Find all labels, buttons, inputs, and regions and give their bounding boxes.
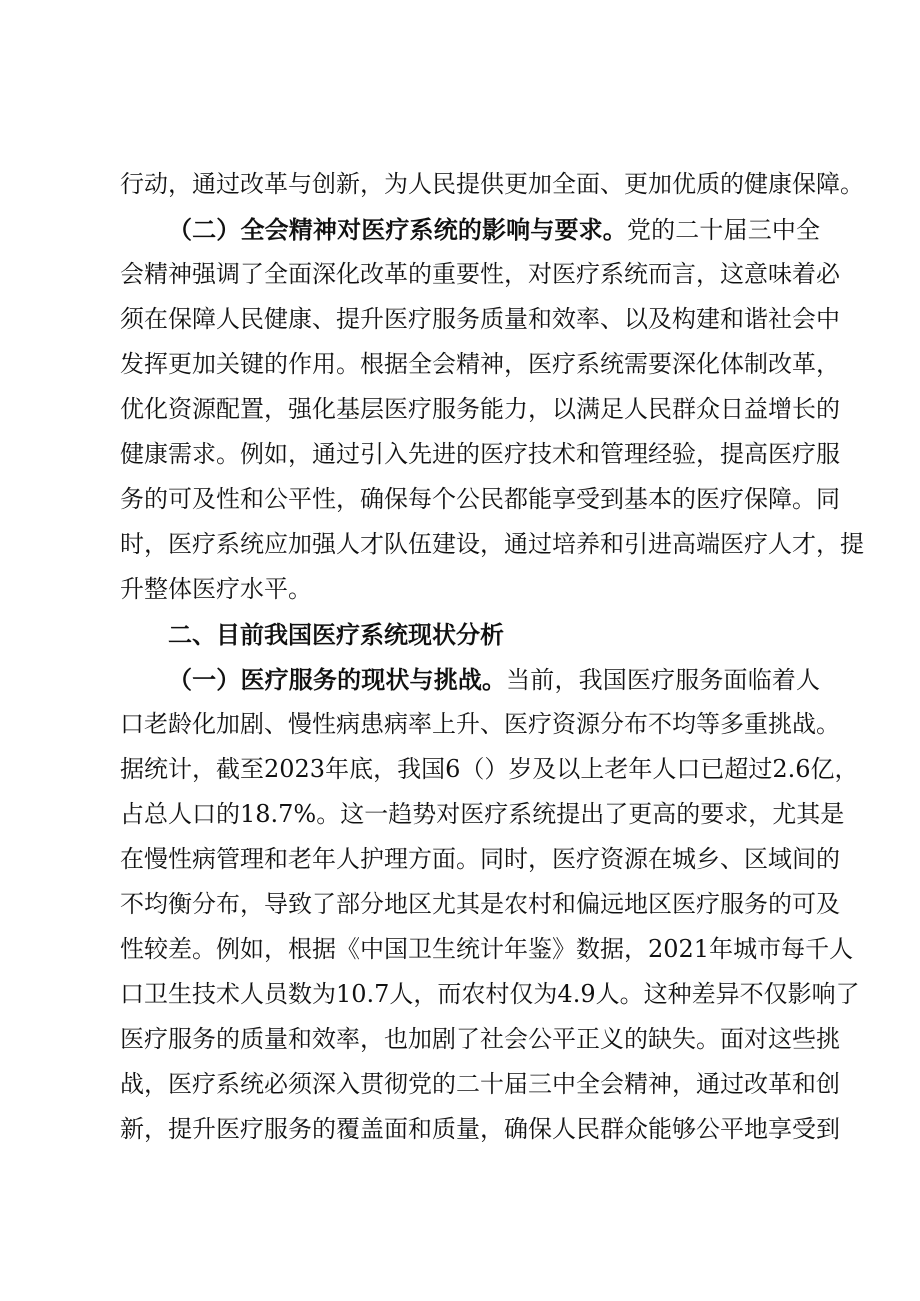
paragraph-line: 口卫生技术人员数为10.7人，而农村仅为4.9人。这种差异不仅影响了	[120, 980, 860, 1008]
section-heading: 二、目前我国医疗系统现状分析	[168, 620, 504, 649]
paragraph-line: 优化资源配置，强化基层医疗服务能力，以满足人民群众日益增长的	[120, 395, 840, 423]
paragraph-line: 务的可及性和公平性，确保每个公民都能享受到基本的医疗保障。同	[120, 485, 840, 513]
paragraph-line: 战，医疗系统必须深入贯彻党的二十届三中全会精神，通过改革和创	[120, 1070, 840, 1098]
section-heading-line	[120, 657, 820, 702]
paragraph-line: 健康需求。例如，通过引入先进的医疗技术和管理经验，提高医疗服	[120, 440, 840, 468]
paragraph-line: 时，医疗系统应加强人才队伍建设，通过培养和引进高端医疗人才，提	[120, 530, 864, 558]
paragraph-line: 升整体医疗水平。	[120, 575, 312, 603]
paragraph-line: 新，提升医疗服务的覆盖面和质量，确保人民群众能够公平地享受到	[120, 1115, 840, 1143]
paragraph-line: 发挥更加关键的作用。根据全会精神，医疗系统需要深化体制改革，	[120, 350, 840, 378]
paragraph-line: 口老龄化加剧、慢性病患病率上升、医疗资源分布不均等多重挑战。	[120, 710, 840, 738]
paragraph-line: 在慢性病管理和老年人护理方面。同时，医疗资源在城乡、区域间的	[120, 845, 840, 873]
paragraph-text: 当前，我国医疗服务面临着人	[506, 666, 821, 694]
paragraph-line: 据统计，截至2023年底，我国6（）岁及以上老年人口已超过2.6亿，	[120, 755, 859, 783]
paragraph-line: 医疗服务的质量和效率，也加剧了社会公平正义的缺失。面对这些挑	[120, 1025, 840, 1053]
paragraph-line: 须在保障人民健康、提升医疗服务质量和效率、以及构建和谐社会中	[120, 305, 840, 333]
subsection-heading: （二）全会精神对医疗系统的影响与要求。	[168, 215, 627, 244]
paragraph-line: 性较差。例如，根据《中国卫生统计年鉴》数据，2021年城市每千人	[120, 935, 854, 963]
paragraph-line: 行动，通过改革与创新，为人民提供更加全面、更加优质的健康保障。	[120, 170, 864, 198]
section-heading-line	[120, 207, 820, 252]
subsection-heading: （一）医疗服务的现状与挑战。	[168, 665, 507, 694]
paragraph-line: 不均衡分布，导致了部分地区尤其是农村和偏远地区医疗服务的可及	[120, 890, 840, 918]
paragraph-text: 党的二十届三中全	[626, 216, 820, 244]
paragraph-line: 占总人口的18.7%。这一趋势对医疗系统提出了更高的要求，尤其是	[120, 800, 845, 828]
paragraph-line: 会精神强调了全面深化改革的重要性，对医疗系统而言，这意味着必	[120, 260, 840, 288]
document-body	[120, 162, 864, 1152]
